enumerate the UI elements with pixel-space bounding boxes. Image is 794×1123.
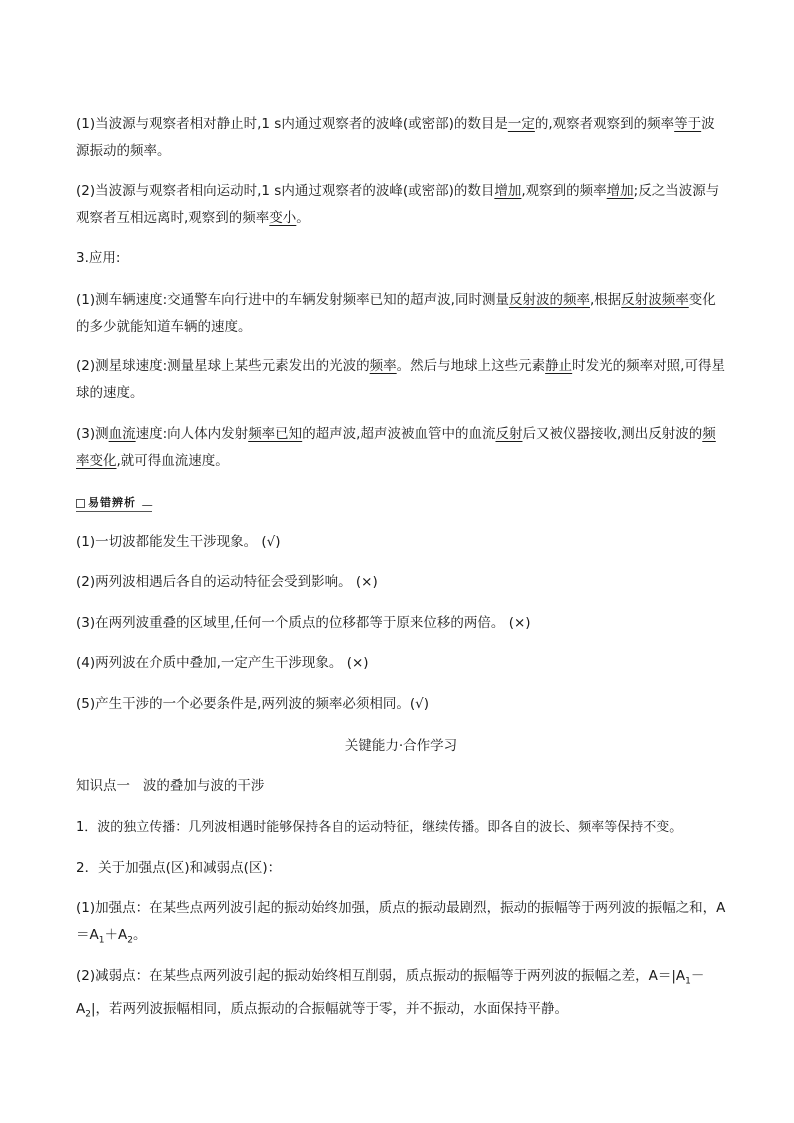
answer-underline: 频率	[369, 358, 397, 374]
answer-underline: 频率变化	[76, 426, 716, 469]
answer-underline: 反射	[495, 426, 523, 442]
knowledge-item-2: 2．关于加强点(区)和减弱点(区)：	[76, 860, 282, 876]
square-icon	[76, 499, 85, 508]
slash-decoration-icon	[133, 495, 152, 506]
application-item-2: (2)测星球速度:测量星球上某些元素发出的光波的频率。然后与地球上这些元素静止时发光的频率对照,可得星球的速度。	[76, 358, 725, 401]
error-analysis-tag: 易错辨析	[76, 494, 152, 512]
doppler-paragraph-2: (2)当波源与观察者相向运动时,1 s内通过观察者的波峰(或密部)的数目增加,观察到的频率增加;反之当波源与观察者互相远离时,观察到的频率变小。	[76, 183, 720, 226]
application-item-3: (3)测血流速度:向人体内发射频率已知的超声波,超声波被血管中的血流反射后又被仪器接收,测出反射波的频率变化,就可得血流速度。	[76, 426, 716, 469]
answer-underline: 一定	[507, 116, 535, 132]
answer-underline: 反射波的频率	[508, 292, 590, 308]
answer-underline: 频率已知	[248, 426, 303, 442]
answer-underline: 等于	[674, 116, 702, 132]
error-item: (4)两列波在介质中叠加,一定产生干涉现象。 (×)	[76, 655, 369, 671]
knowledge-point-title: 知识点一 波的叠加与波的干涉	[76, 778, 265, 794]
answer-underline: 增加	[494, 183, 522, 199]
error-item: (1)一切波都能发生干涉现象。 (√)	[76, 534, 281, 550]
answer-underline: 变小	[269, 210, 297, 226]
application-item-1: (1)测车辆速度:交通警车向行进中的车辆发射频率已知的超声波,同时测量反射波的频率,根据反射波频率变化的多少就能知道车辆的速度。	[76, 292, 716, 335]
doppler-paragraph-1: (1)当波源与观察者相对静止时,1 s内通过观察者的波峰(或密部)的数目是一定的,观察者观察到的频率等于波源振动的频率。	[76, 116, 715, 159]
knowledge-item-1: 1．波的独立传播：几列波相遇时能够保持各自的运动特征，继续传播。即各自的波长、频率等保持不变。	[76, 820, 683, 835]
knowledge-item-4: (2)减弱点：在某些点两列波引起的振动始终相互削弱，质点振动的振幅等于两列波的振幅之差，$A=|A_1-A_2|$，若两列波振幅相同，质点振动的合振幅就等于零，并不振动，水面保持平静。	[76, 968, 705, 1020]
error-item: (5)产生干涉的一个必要条件是,两列波的频率必须相同。(√)	[76, 696, 430, 712]
error-item: (3)在两列波重叠的区域里,任何一个质点的位移都等于原来位移的两倍。 (×)	[76, 615, 531, 631]
answer-underline: 血流	[108, 426, 136, 442]
answer-underline: 增加	[606, 183, 634, 199]
answer-underline: 反射波频率	[621, 292, 689, 308]
application-title: 3.应用:	[76, 250, 121, 266]
knowledge-item-3: (1)加强点：在某些点两列波引起的振动始终加强，质点的振动最剧烈，振动的振幅等于两列波的振幅之和，$A=A_1+A_2$。	[76, 900, 726, 946]
answer-underline: 静止	[545, 358, 573, 374]
error-item: (2)两列波相遇后各自的运动特征会受到影响。 (×)	[76, 574, 378, 590]
section-title: 关键能力·合作学习	[344, 738, 458, 754]
